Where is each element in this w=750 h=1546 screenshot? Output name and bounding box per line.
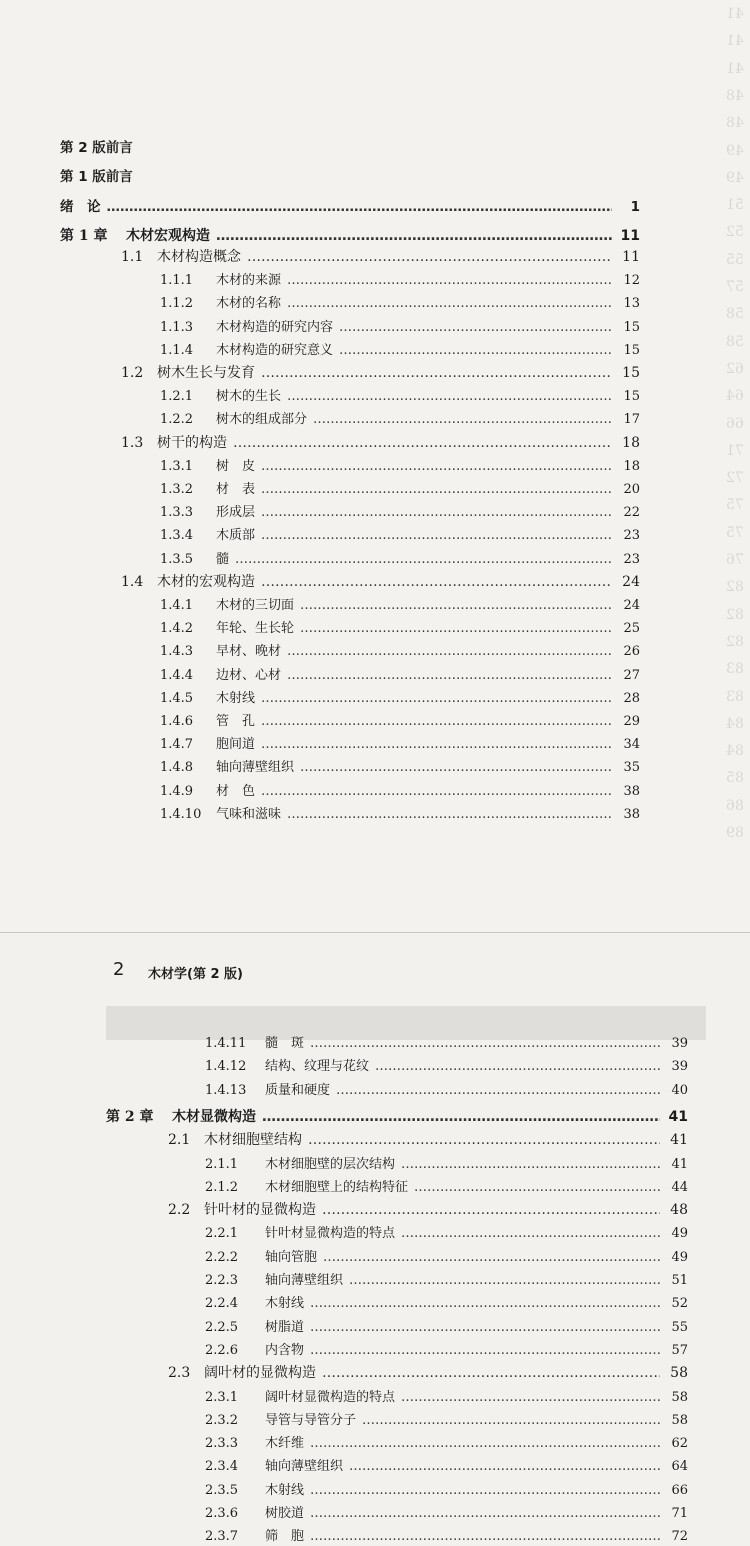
bleed-through-number: 76 — [726, 552, 744, 568]
entry-number: 2.2.1 — [205, 1226, 239, 1242]
entry-page-number: 25 — [623, 621, 640, 637]
leader-dots — [322, 1202, 660, 1218]
entry-title: 木材宏观构造 — [126, 228, 210, 244]
toc-entry-sub — [160, 664, 640, 683]
entry-title: 绪 论 — [60, 199, 101, 215]
entry-number: 2.2.4 — [205, 1296, 239, 1312]
entry-number: 1.4.6 — [160, 714, 194, 729]
bleed-through-number: 83 — [726, 688, 744, 705]
entry-number: 2.3.4 — [205, 1459, 239, 1475]
toc-entry-sec — [121, 432, 640, 452]
entry-number: 1.2.1 — [160, 389, 194, 405]
entry-title: 阔叶材显微构造的特点 — [265, 1389, 396, 1405]
entry-number: 2.2 — [168, 1202, 191, 1219]
entry-number: 2.1.1 — [205, 1156, 239, 1172]
entry-number: 1.4.11 — [205, 1036, 247, 1051]
toc-entry-sub — [205, 1409, 688, 1428]
leader-dots — [262, 1109, 660, 1125]
entry-title: 质量和硬度 — [265, 1082, 331, 1098]
entry-title: 木材构造概念 — [157, 249, 241, 265]
entry-title: 胞间道 — [216, 737, 256, 753]
entry-page-number: 18 — [622, 434, 640, 451]
entry-number: 1.1.1 — [160, 273, 194, 289]
bleed-through-number: 62 — [726, 360, 744, 377]
entry-number: 2.2.6 — [205, 1342, 239, 1358]
bleed-through-number: 58 — [726, 333, 744, 350]
toc-entry-sub — [205, 1032, 688, 1051]
entry-number: 1.1 — [121, 249, 144, 265]
leader-dots — [287, 296, 612, 311]
entry-page-number: 15 — [623, 342, 640, 358]
toc-entry-front — [60, 136, 640, 156]
bleed-through-number: 75 — [726, 524, 744, 541]
entry-page-number: 24 — [623, 598, 640, 613]
entry-number: 1.4.5 — [160, 690, 194, 706]
leader-dots — [300, 621, 612, 636]
toc-entry-sub — [160, 733, 640, 752]
entry-title: 气味和滋味 — [216, 806, 282, 822]
entry-page-number: 71 — [671, 1506, 688, 1521]
entry-page-number: 51 — [671, 1273, 688, 1288]
leader-dots — [261, 784, 612, 799]
toc-entry-sub — [160, 478, 640, 497]
entry-number: 1.4.3 — [160, 644, 194, 660]
entry-page-number: 38 — [623, 806, 640, 822]
leader-dots — [261, 459, 612, 474]
entry-title: 针叶材显微构造的特点 — [265, 1226, 396, 1242]
leader-dots — [261, 691, 612, 706]
entry-number: 1.4.4 — [160, 667, 194, 683]
entry-page-number: 20 — [623, 482, 640, 497]
toc-entry-sub — [160, 780, 640, 799]
toc-entry-sub — [160, 756, 640, 775]
toc-entry-sub — [205, 1079, 688, 1098]
toc-entry-sub — [160, 640, 640, 659]
entry-number: 1.3.1 — [160, 458, 194, 474]
entry-number: 1.2 — [121, 365, 144, 381]
entry-title: 木材的来源 — [216, 273, 282, 289]
bleed-through-number: 85 — [726, 770, 744, 787]
entry-number: 1.4.8 — [160, 760, 194, 776]
bleed-through-number: 84 — [726, 715, 744, 732]
leader-dots — [261, 714, 612, 729]
bleed-through-number: 83 — [726, 661, 744, 678]
entry-title: 管 孔 — [216, 714, 256, 729]
entry-title: 木纤维 — [265, 1436, 305, 1452]
entry-page-number: 1 — [630, 199, 640, 215]
toc-entry-sub — [205, 1153, 688, 1172]
entry-title: 树木的组成部分 — [216, 412, 308, 428]
entry-title: 木材构造的研究内容 — [216, 319, 334, 335]
entry-number: 1.4.7 — [160, 737, 194, 753]
toc-entry-sub — [205, 1055, 688, 1074]
leader-dots — [216, 228, 612, 244]
toc-entry-ch — [106, 1106, 688, 1126]
leader-dots — [310, 1436, 660, 1451]
entry-number: 1.1.4 — [160, 342, 194, 358]
leader-dots — [349, 1273, 660, 1288]
bleed-through-number: 41 — [726, 6, 744, 22]
toc-entry-ch — [60, 225, 640, 245]
entry-page-number: 41 — [668, 1108, 688, 1125]
leader-dots — [300, 598, 612, 613]
bleed-through-number: 66 — [726, 415, 744, 432]
entry-page-number: 66 — [671, 1482, 688, 1498]
bleed-through-number: 48 — [726, 115, 744, 132]
toc-entry-sub — [205, 1386, 688, 1405]
entry-title: 木材构造的研究意义 — [216, 342, 334, 358]
leader-dots — [261, 482, 612, 497]
toc-entry-sub — [205, 1339, 688, 1358]
entry-title: 木射线 — [265, 1296, 305, 1312]
bleed-through-number: 75 — [726, 497, 744, 514]
bleed-through-number: 89 — [726, 825, 744, 841]
bleed-through-number: 52 — [726, 224, 744, 241]
entry-number: 2.3 — [168, 1365, 191, 1382]
entry-page-number: 72 — [671, 1529, 688, 1545]
entry-title: 髓 — [216, 551, 230, 567]
entry-page-number: 39 — [671, 1059, 688, 1075]
entry-number: 2.2.5 — [205, 1319, 239, 1335]
bleed-through-number: 82 — [726, 579, 744, 596]
entry-title: 边材、心材 — [216, 667, 282, 683]
entry-page-number: 58 — [670, 1365, 688, 1382]
toc-entry-sub — [205, 1292, 688, 1311]
entry-title: 阔叶材的显微构造 — [204, 1365, 316, 1382]
entry-number: 1.4 — [121, 573, 144, 590]
toc-entry-sub — [160, 687, 640, 706]
toc-entry-sub — [160, 524, 640, 543]
toc-entry-sec — [121, 571, 640, 591]
toc-entry-sub — [160, 292, 640, 311]
entry-title: 髓 斑 — [265, 1036, 305, 1051]
toc-entry-front — [60, 195, 640, 215]
toc-entry-sub — [205, 1455, 688, 1474]
toc-entry-sub — [205, 1525, 688, 1544]
entry-title: 第 1 版前言 — [60, 169, 133, 185]
entry-title: 轴向薄壁组织 — [265, 1273, 344, 1288]
entry-page-number: 38 — [623, 783, 640, 799]
entry-page-number: 15 — [623, 319, 640, 335]
leader-dots — [287, 668, 612, 683]
running-header-title: 木材学(第 2 版) — [148, 967, 243, 982]
entry-page-number: 13 — [623, 296, 640, 312]
toc-entry-sub — [160, 385, 640, 404]
leader-dots — [287, 807, 612, 822]
entry-page-number: 48 — [670, 1202, 688, 1219]
bleed-through-number: 86 — [726, 797, 744, 814]
bleed-through-number: 49 — [726, 142, 744, 159]
entry-page-number: 26 — [623, 644, 640, 660]
leader-dots — [362, 1413, 660, 1428]
entry-title: 材 色 — [216, 783, 256, 799]
entry-number: 2.3.3 — [205, 1436, 239, 1452]
leader-dots — [401, 1390, 660, 1405]
entry-title: 木射线 — [216, 690, 256, 706]
toc-entry-sec — [168, 1199, 688, 1219]
entry-number: 1.4.12 — [205, 1059, 247, 1075]
bleed-through-number: 55 — [726, 251, 744, 268]
entry-number: 1.4.13 — [205, 1082, 247, 1098]
entry-number: 1.4.9 — [160, 783, 194, 799]
entry-title: 木材细胞壁的层次结构 — [265, 1156, 396, 1172]
toc-entry-sub — [205, 1502, 688, 1521]
leader-dots — [310, 1320, 660, 1335]
entry-page-number: 28 — [623, 690, 640, 706]
entry-number: 2.3.2 — [205, 1412, 239, 1428]
toc-entry-sub — [205, 1432, 688, 1451]
entry-page-number: 12 — [623, 273, 640, 289]
entry-page-number: 34 — [623, 737, 640, 753]
entry-page-number: 11 — [620, 228, 640, 244]
entry-page-number: 41 — [671, 1156, 688, 1172]
entry-number: 2.2.3 — [205, 1273, 239, 1288]
page-number: 2 — [113, 959, 125, 980]
leader-dots — [300, 760, 612, 775]
entry-page-number: 62 — [671, 1436, 688, 1452]
entry-page-number: 41 — [670, 1132, 688, 1149]
entry-number: 1.1.2 — [160, 296, 194, 312]
leader-dots — [375, 1059, 660, 1074]
entry-number: 2.3.1 — [205, 1389, 239, 1405]
entry-title: 树木的生长 — [216, 389, 282, 405]
bleed-through-number: 82 — [726, 633, 744, 650]
entry-page-number: 52 — [671, 1296, 688, 1312]
leader-dots — [287, 389, 612, 404]
leader-dots — [261, 528, 612, 543]
entry-page-number: 35 — [623, 760, 640, 776]
toc-entry-sub — [205, 1269, 688, 1288]
entry-page-number: 23 — [623, 528, 640, 544]
entry-title: 木材细胞壁上的结构特征 — [265, 1179, 409, 1195]
entry-title: 轴向薄壁组织 — [265, 1459, 344, 1475]
entry-title: 木射线 — [265, 1482, 305, 1498]
entry-title: 形成层 — [216, 505, 256, 521]
toc-entry-sub — [160, 316, 640, 335]
leader-dots — [322, 1365, 660, 1381]
entry-number: 1.3 — [121, 434, 144, 451]
toc-entry-sub — [160, 455, 640, 474]
entry-title: 第 2 版前言 — [60, 140, 133, 156]
leader-dots — [107, 199, 613, 215]
leader-dots — [310, 1343, 660, 1358]
entry-title: 材 表 — [216, 482, 256, 497]
toc-entry-sub — [160, 617, 640, 636]
entry-title: 树脂道 — [265, 1319, 305, 1335]
entry-page-number: 23 — [623, 551, 640, 567]
entry-title: 树 皮 — [216, 458, 256, 474]
toc-entry-sub — [160, 710, 640, 729]
entry-number: 1.3.4 — [160, 528, 194, 544]
leader-dots — [233, 435, 612, 451]
leader-dots — [235, 552, 612, 567]
leader-dots — [310, 1506, 660, 1521]
leader-dots — [401, 1157, 660, 1172]
toc-entry-sub — [205, 1176, 688, 1195]
leader-dots — [310, 1036, 660, 1051]
toc-entry-sub — [160, 269, 640, 288]
toc-entry-sec — [121, 362, 640, 382]
toc-entry-sub — [160, 408, 640, 427]
toc-entry-sec — [168, 1362, 688, 1382]
leader-dots — [287, 273, 612, 288]
entry-page-number: 15 — [623, 389, 640, 405]
entry-title: 早材、晚材 — [216, 644, 282, 660]
leader-dots — [247, 249, 612, 265]
leader-dots — [401, 1226, 660, 1241]
leader-dots — [310, 1483, 660, 1498]
entry-number: 1.3.5 — [160, 551, 194, 567]
entry-page-number: 57 — [671, 1342, 688, 1358]
entry-page-number: 58 — [671, 1389, 688, 1405]
entry-page-number: 17 — [623, 412, 640, 428]
toc-entry-sub — [205, 1222, 688, 1241]
entry-number: 2.3.5 — [205, 1482, 239, 1498]
bleed-through-number: 72 — [726, 470, 744, 487]
leader-dots — [287, 644, 612, 659]
bleed-through-number: 41 — [726, 33, 744, 50]
entry-page-number: 64 — [671, 1459, 688, 1475]
entry-number: 2.1.2 — [205, 1179, 239, 1195]
leader-dots — [349, 1459, 660, 1474]
entry-title: 木质部 — [216, 528, 256, 544]
entry-number: 2.3.7 — [205, 1529, 239, 1545]
entry-number: 第 1 章 — [60, 228, 108, 244]
entry-number: 1.4.2 — [160, 621, 194, 637]
entry-title: 木材的三切面 — [216, 598, 295, 613]
entry-title: 树木生长与发育 — [157, 365, 255, 381]
entry-title: 树干的构造 — [157, 434, 227, 451]
entry-title: 轴向管胞 — [265, 1249, 318, 1265]
toc-entry-sub — [160, 339, 640, 358]
entry-title: 木材显微构造 — [172, 1108, 256, 1125]
entry-number: 1.1.3 — [160, 319, 194, 335]
entry-title: 树胶道 — [265, 1506, 305, 1521]
entry-page-number: 15 — [622, 365, 640, 381]
toc-entry-front — [60, 165, 640, 185]
bleed-through-number: 48 — [726, 87, 744, 104]
toc-entry-sub — [160, 803, 640, 822]
leader-dots — [339, 320, 612, 335]
entry-page-number: 44 — [671, 1179, 688, 1195]
entry-number: 2.2.2 — [205, 1249, 239, 1265]
leader-dots — [308, 1132, 660, 1148]
entry-page-number: 40 — [671, 1082, 688, 1098]
entry-page-number: 11 — [622, 249, 640, 265]
bleed-through-number: 51 — [726, 197, 744, 214]
leader-dots — [414, 1180, 660, 1195]
entry-page-number: 18 — [623, 458, 640, 474]
leader-dots — [261, 574, 612, 590]
entry-page-number: 49 — [671, 1226, 688, 1242]
leader-dots — [261, 737, 612, 752]
bleed-through-number: 41 — [726, 60, 744, 77]
entry-page-number: 39 — [671, 1036, 688, 1051]
entry-title: 木材的宏观构造 — [157, 573, 255, 590]
entry-page-number: 49 — [671, 1249, 688, 1265]
entry-number: 1.3.2 — [160, 482, 194, 497]
entry-number: 2.1 — [168, 1132, 191, 1149]
entry-title: 年轮、生长轮 — [216, 621, 295, 637]
entry-page-number: 29 — [623, 714, 640, 729]
entry-page-number: 55 — [671, 1319, 688, 1335]
bleed-through-number: 84 — [726, 743, 744, 760]
leader-dots — [310, 1296, 660, 1311]
toc-entry-sub — [205, 1246, 688, 1265]
bleed-through-number: 57 — [726, 279, 744, 295]
entry-title: 结构、纹理与花纹 — [265, 1059, 370, 1075]
leader-dots — [261, 505, 612, 520]
leader-dots — [310, 1529, 660, 1544]
entry-number: 第 2 章 — [106, 1108, 154, 1125]
entry-number: 1.3.3 — [160, 505, 194, 521]
entry-title: 内含物 — [265, 1342, 305, 1358]
leader-dots — [336, 1083, 660, 1098]
bleed-through-number: 64 — [726, 388, 744, 405]
entry-number: 1.4.1 — [160, 598, 194, 613]
bleed-through-number: 82 — [726, 606, 744, 623]
entry-number: 1.2.2 — [160, 412, 194, 428]
leader-dots — [261, 365, 612, 381]
bleed-through-number: 58 — [726, 306, 744, 323]
entry-title: 筛 胞 — [265, 1529, 305, 1545]
entry-number: 1.4.10 — [160, 806, 202, 822]
entry-page-number: 22 — [623, 505, 640, 521]
toc-page-2 — [0, 932, 750, 1546]
toc-entry-sub — [160, 501, 640, 520]
entry-page-number: 58 — [671, 1412, 688, 1428]
entry-page-number: 24 — [622, 573, 640, 590]
toc-entry-sub — [205, 1316, 688, 1335]
entry-page-number: 27 — [623, 667, 640, 683]
toc-entry-sec — [121, 246, 640, 266]
leader-dots — [339, 343, 612, 358]
entry-title: 木材细胞壁结构 — [204, 1132, 302, 1149]
entry-number: 2.3.6 — [205, 1506, 239, 1521]
toc-entry-sec — [168, 1129, 688, 1149]
bleed-through-number: 49 — [726, 169, 744, 186]
leader-dots — [323, 1250, 660, 1265]
toc-entry-sub — [205, 1479, 688, 1498]
entry-title: 木材的名称 — [216, 296, 282, 312]
entry-title: 针叶材的显微构造 — [204, 1202, 316, 1219]
toc-entry-sub — [160, 594, 640, 613]
entry-title: 轴向薄壁组织 — [216, 760, 295, 776]
toc-entry-sub — [160, 548, 640, 567]
entry-title: 导管与导管分子 — [265, 1412, 357, 1428]
bleed-through-number: 71 — [726, 442, 744, 459]
leader-dots — [313, 412, 612, 427]
